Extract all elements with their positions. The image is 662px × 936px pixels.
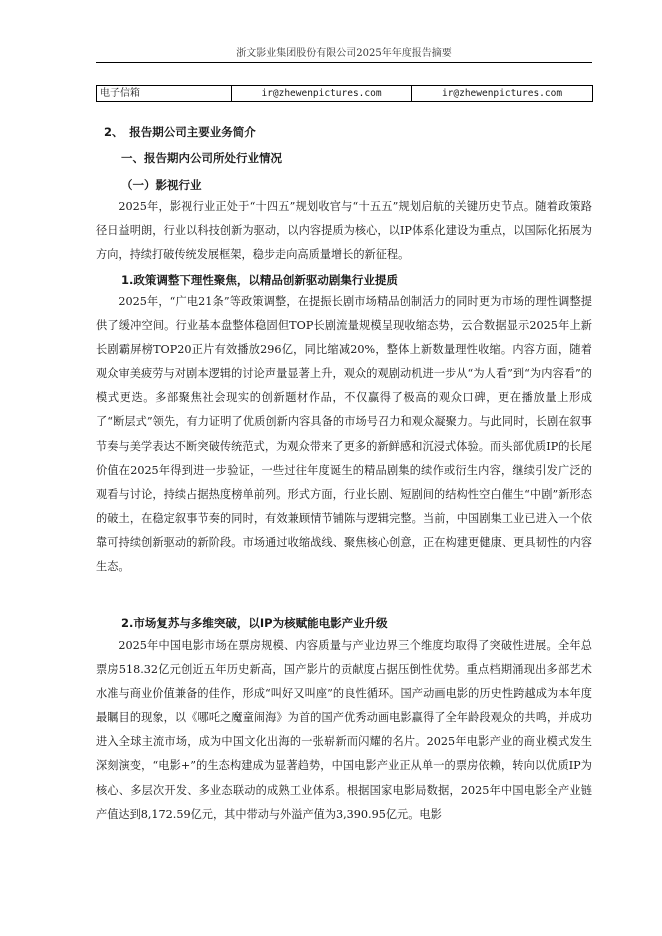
table-row — [97, 86, 593, 102]
point1-paragraph: 2025年，“广电21条”等政策调整，在提振长剧市场精品创制活力的同时更为市场的理性调整提供了缓冲空间。行业基本盘整体稳固但TOP长剧流量规模呈现收缩态势，云合数据显示2025年上新长剧霸屏榜TOP20正片有效播放296亿，同比缩减20%，整体上新数量理性收缩。内容方面，随着观众审美疲劳与对剧本逻辑的讨论声量显著上升，观众的观剧动机进一步从“为人看”到“为内容看”的模式更迭。多部聚焦社会现实的创新题材作品，不仅赢得了极高的观众口碑，更在播放量上形成了“断层式”领先，有力证明了优质创新内容具备的市场号召力和观众凝聚力。与此同时，长剧在叙事节奏与美学表达不断突破传统范式，为观众带来了更多的新鲜感和沉浸式体验。而头部优质IP的长尾价值在2025年得到进一步验证，一些过往年度诞生的精品剧集的续作或衍生内容，继续引发广泛的观看与讨论，持续占据热度榜单前列。形式方面，行业长剧、短剧间的结构性空白催生“中剧”新形态的破土，在稳定叙事节奏的同时，有效兼顾情节铺陈与逻辑完整。当前，中国剧集工业已进入一个依靠可持续创新驱动的新阶段。市场通过收缩战线、聚焦核心创意，正在构建更健康、更具韧性的内容生态。 — [96, 295, 592, 574]
point1-heading: 1.政策调整下理性聚焦，以精品创新驱动剧集行业提质 — [121, 273, 398, 287]
email-value-1: ir@zhewenpictures.com — [232, 86, 412, 102]
section-heading-film-tv: （一）影视行业 — [121, 178, 202, 192]
intro-paragraph: 2025年，影视行业正处于“十四五”规划收官与“十五五”规划启航的关键历史节点。随着政策路径日益明朗，行业以科技创新为驱动，以内容提质为核心，以IP体系化建设为重点，以国际化拓展为方向，持续打破传统发展框架，稳步走向高质量增长的新征程。 — [96, 200, 592, 262]
email-value-2: ir@zhewenpictures.com — [412, 86, 593, 102]
header-divider — [96, 62, 592, 63]
point2-heading: 2.市场复苏与多维突破，以IP为核赋能电影产业升级 — [121, 616, 388, 630]
section-heading-2: 2、 报告期公司主要业务简介 — [104, 125, 256, 139]
page-header: 浙文影业集团股份有限公司2025年年度报告摘要 — [236, 48, 452, 59]
email-label: 电子信箱 — [97, 86, 232, 102]
contact-table — [96, 85, 593, 102]
point2-paragraph: 2025年中国电影市场在票房规模、内容质量与产业边界三个维度均取得了突破性进展。全年总票房518.32亿元创近五年历史新高，国产影片的贡献度占据压倒性优势。重点档期涌现出多部艺术水准与商业价值兼备的佳作，形成“叫好又叫座”的良性循环。国产动画电影的历史性跨越成为本年度最瞩目的现象，以《哪吒之魔童闹海》为首的国产优秀动画电影赢得了全年龄段观众的共鸣，并成功进入全球主流市场，成为中国文化出海的一张崭新而闪耀的名片。2025年电影产业的商业模式发生深刻演变，“电影+”的生态构建成为显著趋势，中国电影产业正从单一的票房依赖，转向以优质IP为核心、多层次开发、多业态联动的成熟工业体系。根据国家电影局数据，2025年中国电影全产业链产值达到8,172.59亿元，其中带动与外溢产值为3,390.95亿元。电影 — [96, 639, 592, 821]
section-heading-industry: 一、报告期内公司所处行业情况 — [121, 151, 282, 165]
